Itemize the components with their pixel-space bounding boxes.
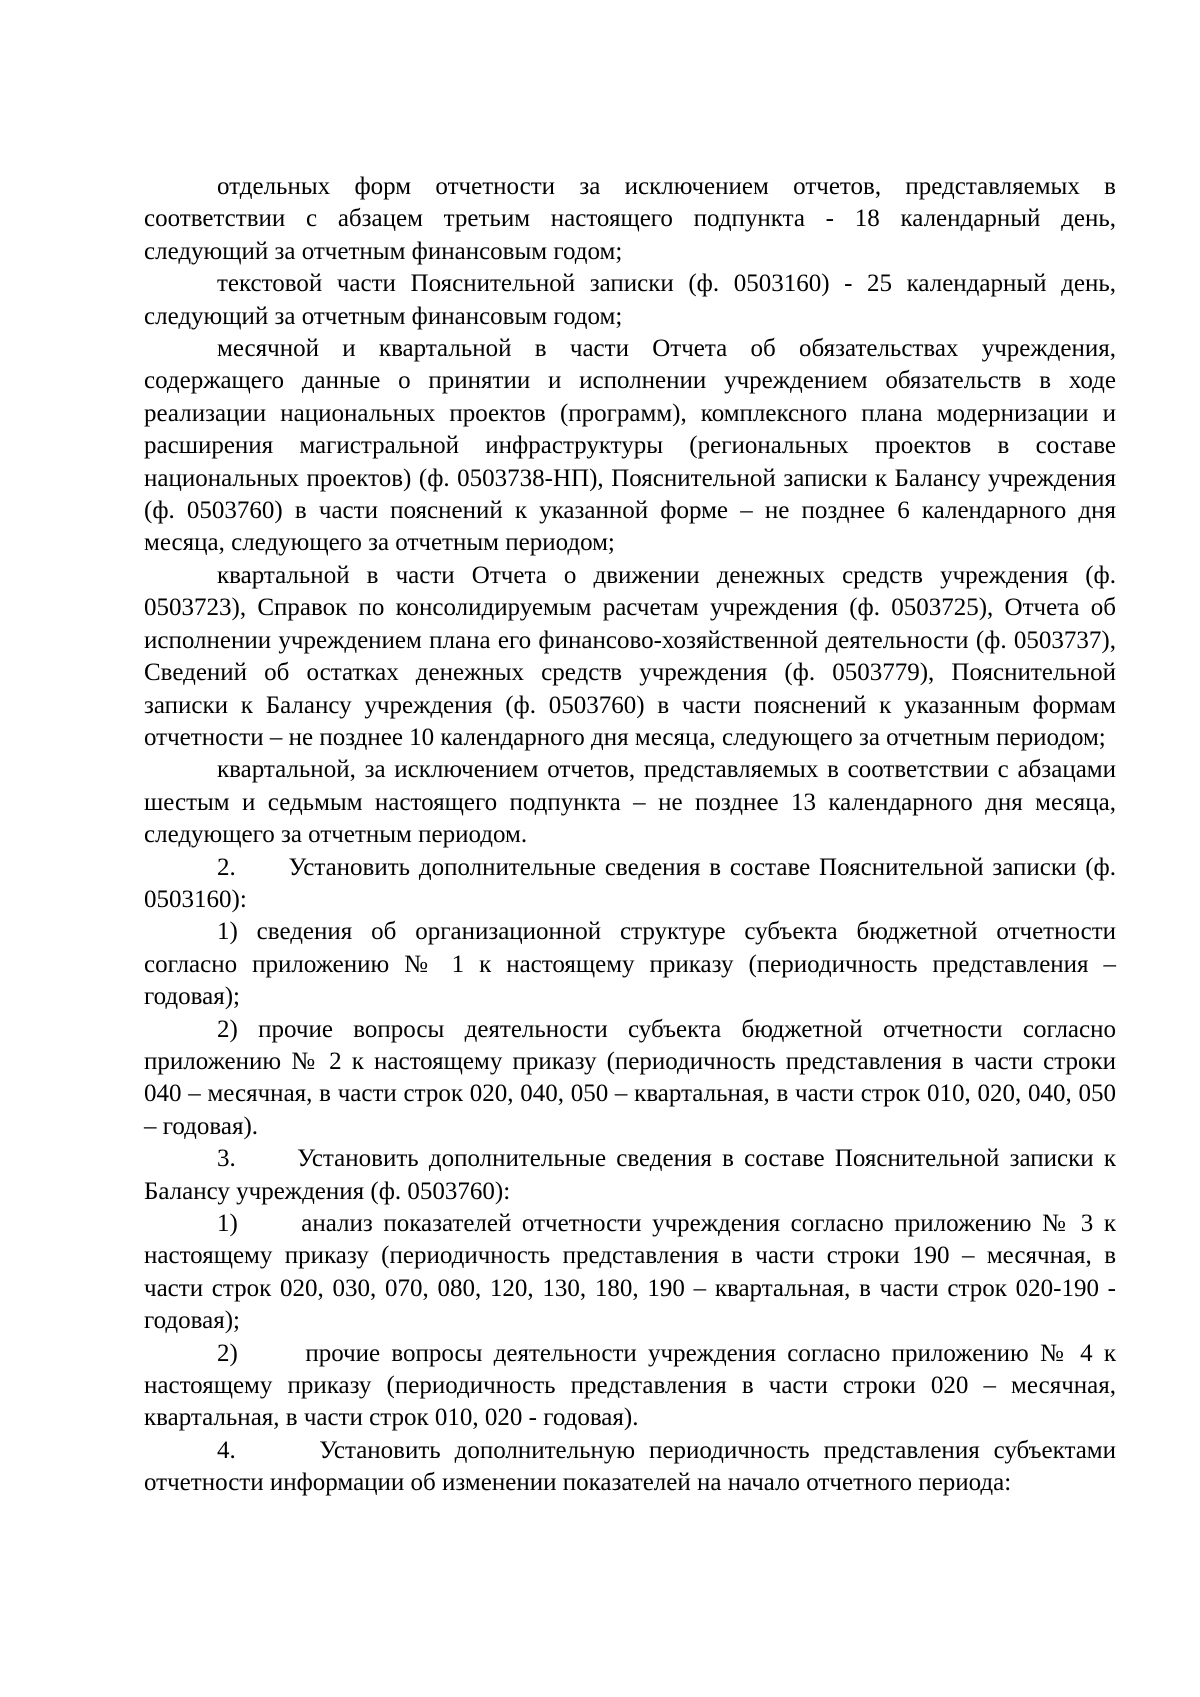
paragraph-item-3-2: 2) прочие вопросы деятельности учреждения согласно приложению № 4 к настоящему приказу (периодичность представления в части строки 020 – месячная, квартальная, в части строк 010, 020 - годовая).	[144, 1339, 1116, 1432]
paragraph-item-3: 3. Установить дополнительные сведения в составе Пояснительной записки к Балансу учреждения (ф. 0503760):	[144, 1145, 1116, 1205]
paragraph-separate-forms-deadline: отдельных форм отчетности за исключением отчетов, представляемых в соответствии с абзацем третьим настоящего подпункта - 18 календарный день, следующий за отчетным финансовым годом;	[144, 173, 1116, 265]
paragraph-item-2-2: 2) прочие вопросы деятельности субъекта бюджетной отчетности согласно приложению № 2 к настоящему приказу (периодичность представления в части строки 040 – месячная, в части строк 020, 040, 050 – квартальная, в части строк 010, 020, 040, 050 – годовая).	[144, 1015, 1116, 1140]
paragraph-item-4: 4. Установить дополнительную периодичность представления субъектами отчетности информации об изменении показателей на начало отчетного периода:	[144, 1436, 1116, 1497]
paragraph-item-3-1: 1) анализ показателей отчетности учреждения согласно приложению № 3 к настоящему приказу (периодичность представления в части строки 190 – месячная, в части строк 020, 030, 070, 080, 120, 130, 180, 190 – квартальная, в части строк 020-190 - годовая);	[144, 1210, 1116, 1335]
paragraph-quarterly-other-reports: квартальной, за исключением отчетов, представляемых в соответствии с абзацами шестым и седьмым настоящего подпункта – не позднее 13 календарного дня месяца, следующего за отчетным периодом.	[144, 756, 1116, 849]
paragraph-item-2: 2. Установить дополнительные сведения в составе Пояснительной записки (ф. 0503160):	[144, 853, 1116, 913]
paragraph-item-2-1: 1) сведения об организационной структуре субъекта бюджетной отчетности согласно приложению № 1 к настоящему приказу (периодичность представления – годовая);	[144, 918, 1116, 1011]
paragraph-text-part-explanatory-note: текстовой части Пояснительной записки (ф. 0503160) - 25 календарный день, следующий за отчетным финансовым годом;	[144, 270, 1116, 330]
document-body	[144, 171, 1116, 1500]
paragraph-monthly-quarterly-obligations: месячной и квартальной в части Отчета об обязательствах учреждения, содержащего данные о принятии и исполнении учреждением обязательств в ходе реализации национальных проектов (программ), комплексного плана модернизации и расширения магистральной инфраструктуры (региональных проектов в составе национальных проектов) (ф. 0503738-НП), Пояснительной записки к Балансу учреждения (ф. 0503760) в части пояснений к указанной форме – не позднее 6 календарного дня месяца, следующего за отчетным периодом;	[144, 335, 1116, 557]
paragraph-quarterly-cash-flow: квартальной в части Отчета о движении денежных средств учреждения (ф. 0503723), Справок по консолидируемым расчетам учреждения (ф. 0503725), Отчета об исполнении учреждением плана его финансово-хозяйственной деятельности (ф. 0503737), Сведений об остатках денежных средств учреждения (ф. 0503779), Пояснительной записки к Балансу учреждения (ф. 0503760) в части пояснений к указанным формам отчетности – не позднее 10 календарного дня месяца, следующего за отчетным периодом;	[144, 561, 1116, 751]
